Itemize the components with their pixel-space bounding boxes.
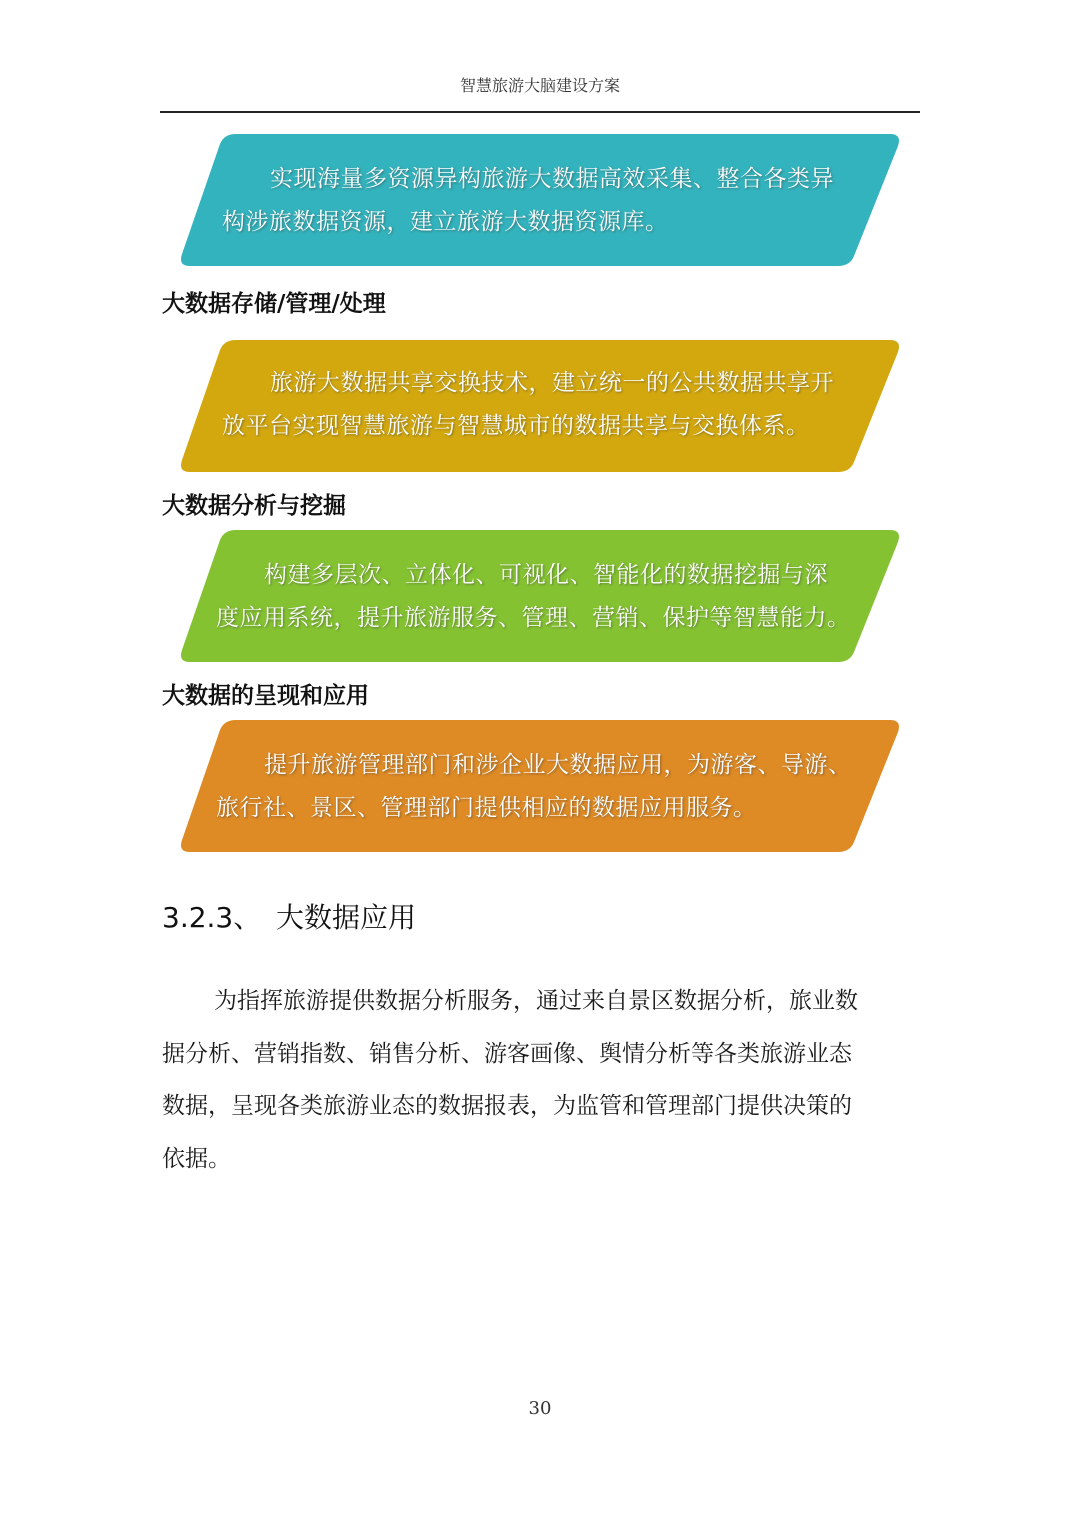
banner-line-2: 度应用系统，提升旅游服务、管理、营销、保护等智慧能力。 [216,605,851,631]
banner-text [222,158,834,244]
body-line: 为指挥旅游提供数据分析服务，通过来自景区数据分析，旅业数 [214,988,858,1014]
heading-title: 大数据应用 [276,901,417,934]
section-heading [162,896,416,936]
body-paragraph [162,975,920,1185]
body-line: 据分析、营销指数、销售分析、游客画像、舆情分析等各类旅游业态 [162,1040,852,1067]
banner-line-2: 构涉旅数据资源，建立旅游大数据资源库。 [222,209,669,235]
banner-data-sharing [178,338,902,474]
body-line: 依据。 [162,1145,231,1172]
banner-text [216,554,851,640]
banner-line-1: 旅游大数据共享交换技术，建立统一的公共数据共享开 [270,370,834,396]
section-label-analysis: 大数据分析与挖掘 [162,493,346,519]
section-label-storage: 大数据存储/管理/处理 [162,291,386,317]
banner-line-2: 放平台实现智慧旅游与智慧城市的数据共享与交换体系。 [222,413,810,439]
section-label-presentation: 大数据的呈现和应用 [162,683,369,709]
banner-data-application [178,718,902,854]
banner-data-collection [178,132,902,268]
banner-line-1: 实现海量多资源异构旅游大数据高效采集、整合各类异 [270,166,834,192]
banner-data-mining [178,528,902,664]
banner-line-2: 旅行社、景区、管理部门提供相应的数据应用服务。 [216,795,757,821]
banner-line-1: 构建多层次、立体化、可视化、智能化的数据挖掘与深 [264,562,828,588]
page-number: 30 [528,1398,552,1419]
banner-line-1: 提升旅游管理部门和涉企业大数据应用，为游客、导游、 [264,752,852,778]
body-line: 数据，呈现各类旅游业态的数据报表，为监管和管理部门提供决策的 [162,1093,852,1119]
heading-number: 3.2.3、 [162,901,262,934]
banner-text [222,362,834,448]
page-header: 智慧旅游大脑建设方案 [160,66,920,113]
banner-text [216,744,852,830]
